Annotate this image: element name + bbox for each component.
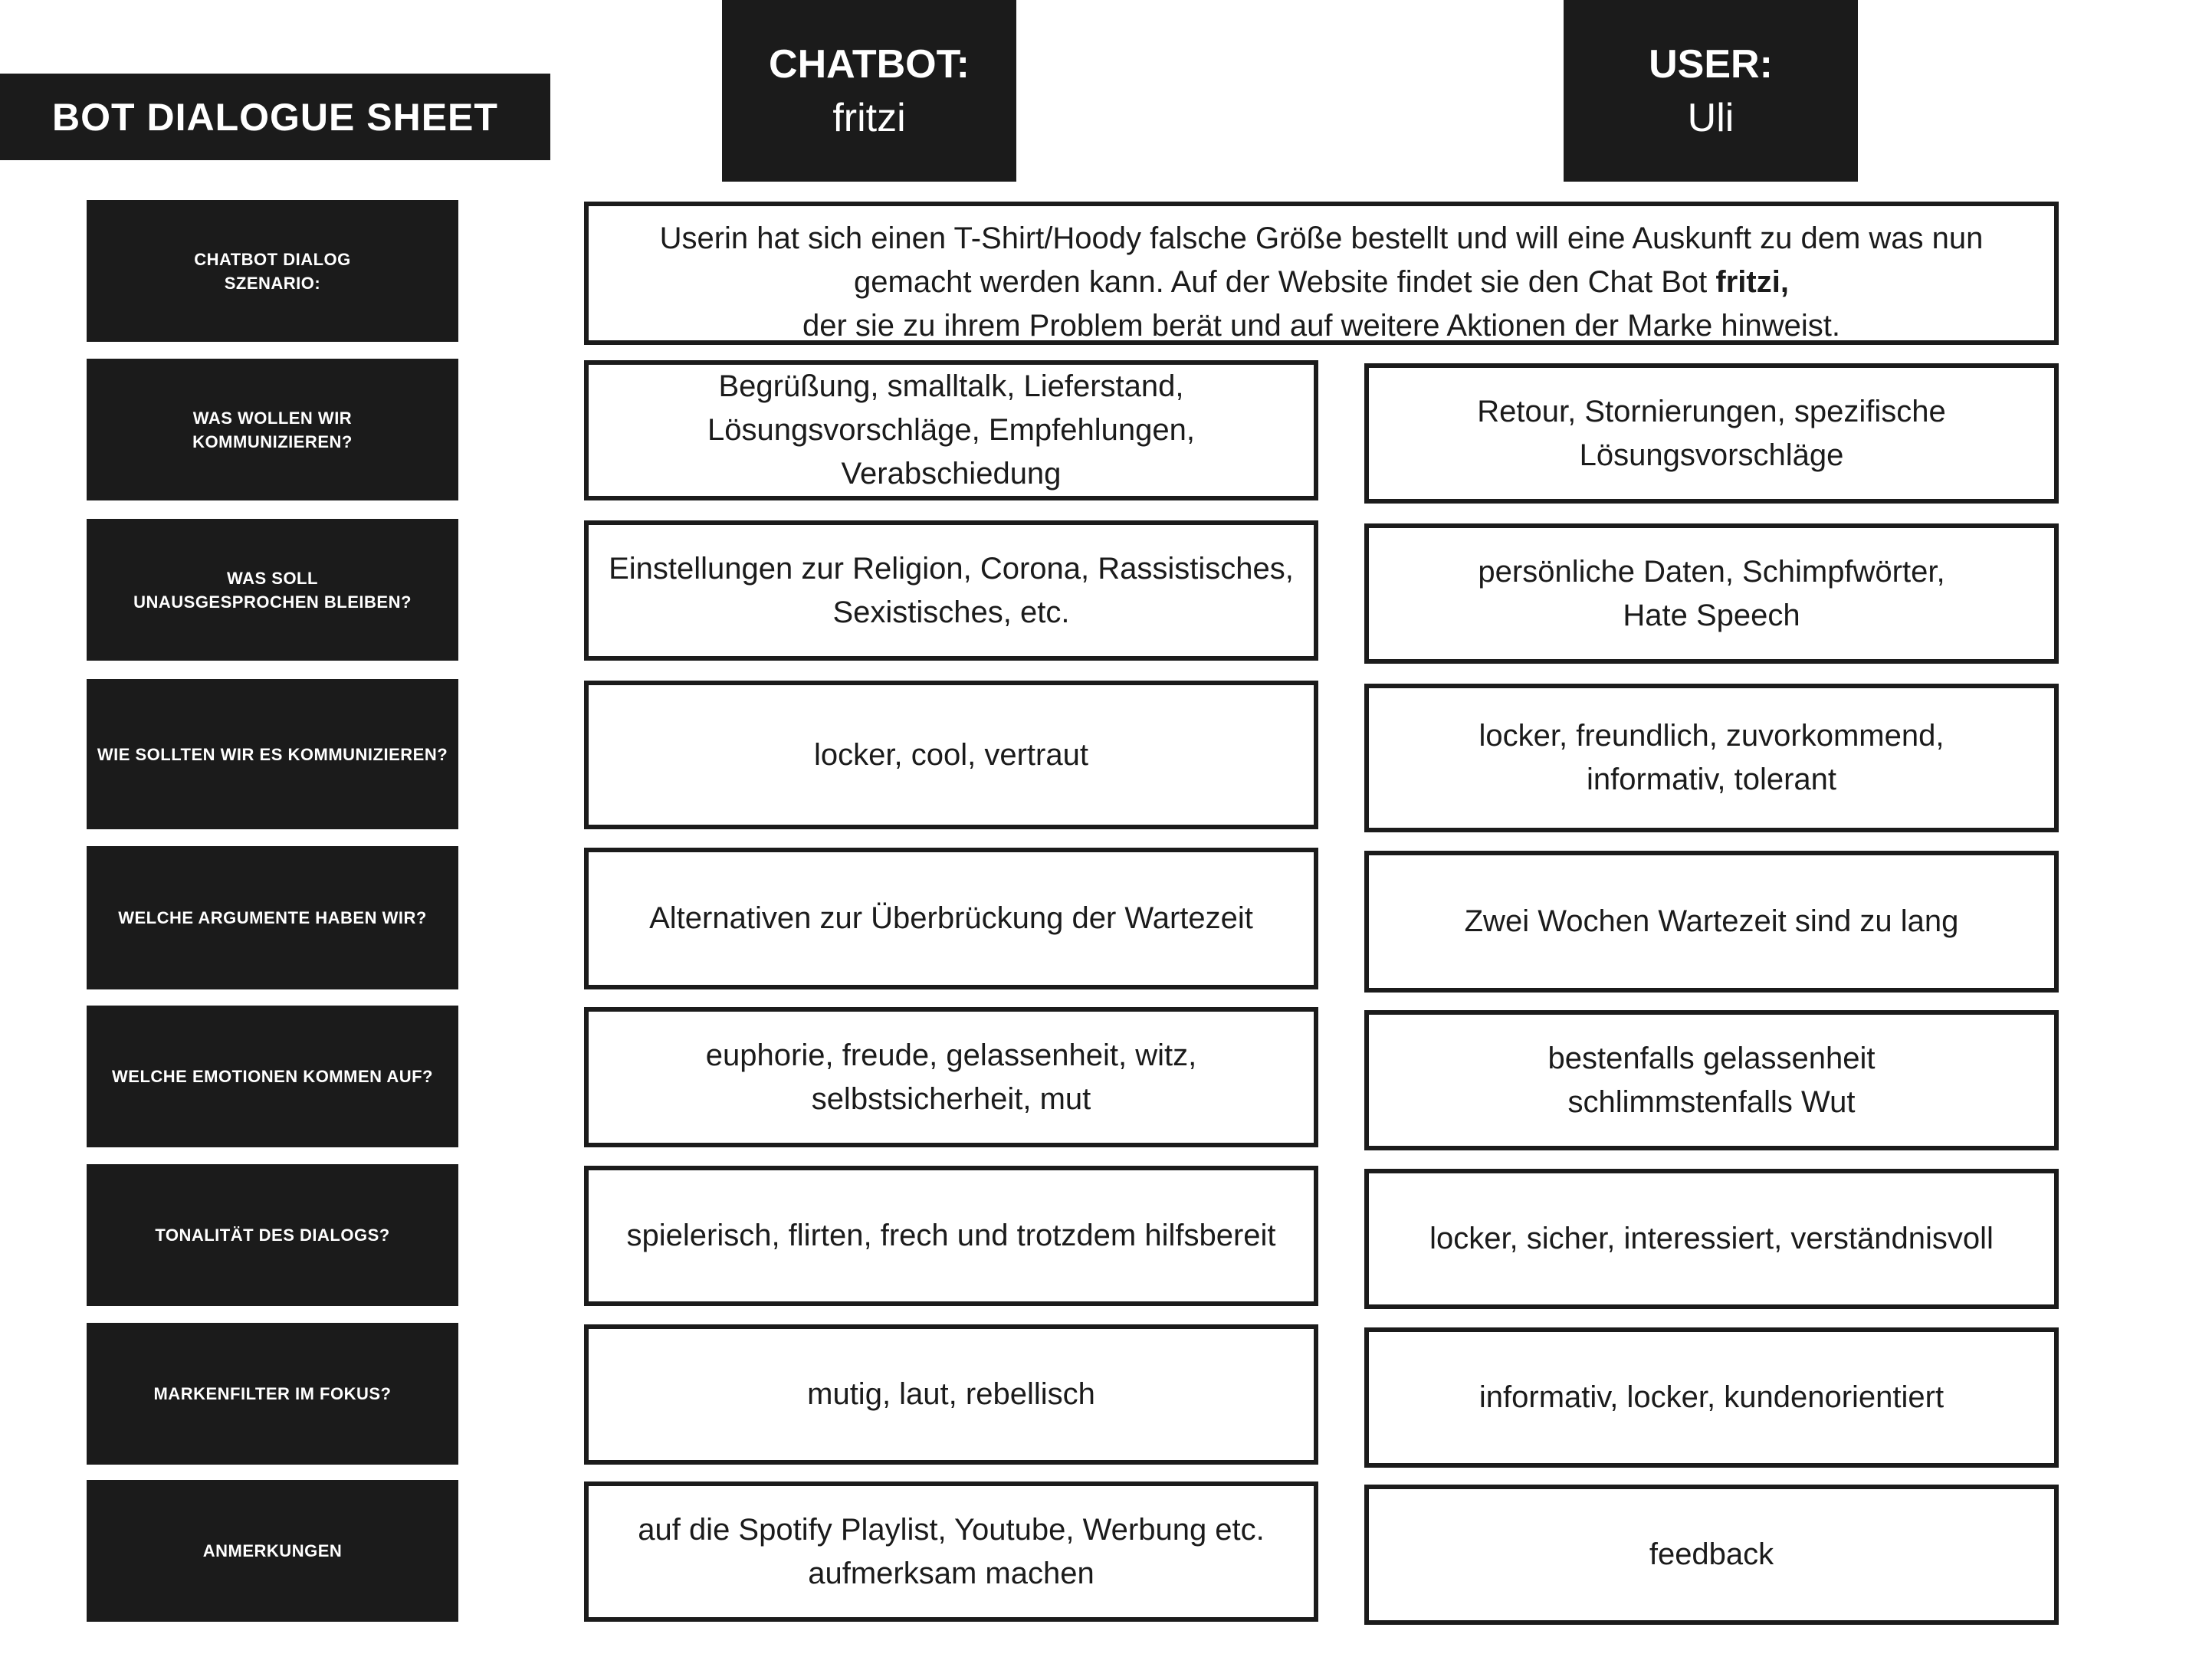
user-cell: informativ, locker, kundenorientiert — [1364, 1327, 2059, 1468]
row-label: WELCHE ARGUMENTE HABEN WIR? — [87, 846, 458, 989]
row-label: WAS WOLLEN WIR KOMMUNIZIEREN? — [87, 359, 458, 500]
chatbot-cell: Begrüßung, smalltalk, Lieferstand, Lösungsvorschläge, Empfehlungen, Verabschiedung — [584, 360, 1318, 500]
sheet-title: BOT DIALOGUE SHEET — [0, 74, 550, 160]
chatbot-header — [722, 0, 1016, 182]
chatbot-cell: auf die Spotify Playlist, Youtube, Werbung etc. aufmerksam machen — [584, 1481, 1318, 1622]
user-cell: persönliche Daten, Schimpfwörter, Hate Speech — [1364, 523, 2059, 664]
chatbot-header-label: CHATBOT: — [769, 41, 970, 87]
chatbot-cell: spielerisch, flirten, frech und trotzdem hilfsbereit — [584, 1166, 1318, 1306]
scenario-box — [584, 202, 2059, 345]
user-cell: locker, sicher, interessiert, verständnisvoll — [1364, 1169, 2059, 1309]
row-label: WAS SOLL UNAUSGESPROCHEN BLEIBEN? — [87, 519, 458, 661]
scenario-text-1: Userin hat sich einen T-Shirt/Hoody falsche Größe bestellt und will eine Auskunft zu dem was nun gemacht werden kann. Auf der Website findet sie den Chat Bot — [659, 221, 1984, 299]
user-header-label: USER: — [1649, 41, 1773, 87]
row-label: WIE SOLLTEN WIR ES KOMMUNIZIEREN? — [87, 679, 458, 829]
chatbot-cell: Alternativen zur Überbrückung der Wartezeit — [584, 848, 1318, 989]
row-label: MARKENFILTER IM FOKUS? — [87, 1323, 458, 1465]
chatbot-name: fritzi — [832, 95, 906, 140]
user-name: Uli — [1687, 95, 1734, 140]
chatbot-cell: locker, cool, vertraut — [584, 681, 1318, 829]
scenario-bot-name: fritzi, — [1715, 265, 1789, 299]
row-label: ANMERKUNGEN — [87, 1480, 458, 1622]
user-cell: bestenfalls gelassenheit schlimmstenfalls Wut — [1364, 1010, 2059, 1150]
row-label: TONALITÄT DES DIALOGS? — [87, 1164, 458, 1306]
row-label: WELCHE EMOTIONEN KOMMEN AUF? — [87, 1006, 458, 1147]
user-cell: feedback — [1364, 1485, 2059, 1625]
user-cell: Zwei Wochen Wartezeit sind zu lang — [1364, 851, 2059, 993]
chatbot-cell: euphorie, freude, gelassenheit, witz, selbstsicherheit, mut — [584, 1007, 1318, 1147]
chatbot-cell: mutig, laut, rebellisch — [584, 1324, 1318, 1465]
chatbot-cell: Einstellungen zur Religion, Corona, Rassistisches, Sexistisches, etc. — [584, 520, 1318, 661]
user-cell: Retour, Stornierungen, spezifische Lösungsvorschläge — [1364, 363, 2059, 504]
scenario-text-2: der sie zu ihrem Problem berät und auf weitere Aktionen der Marke hinweist. — [802, 309, 1840, 343]
user-header — [1564, 0, 1858, 182]
user-cell: locker, freundlich, zuvorkommend, informativ, tolerant — [1364, 684, 2059, 832]
row-label-scenario: CHATBOT DIALOG SZENARIO: — [87, 200, 458, 342]
